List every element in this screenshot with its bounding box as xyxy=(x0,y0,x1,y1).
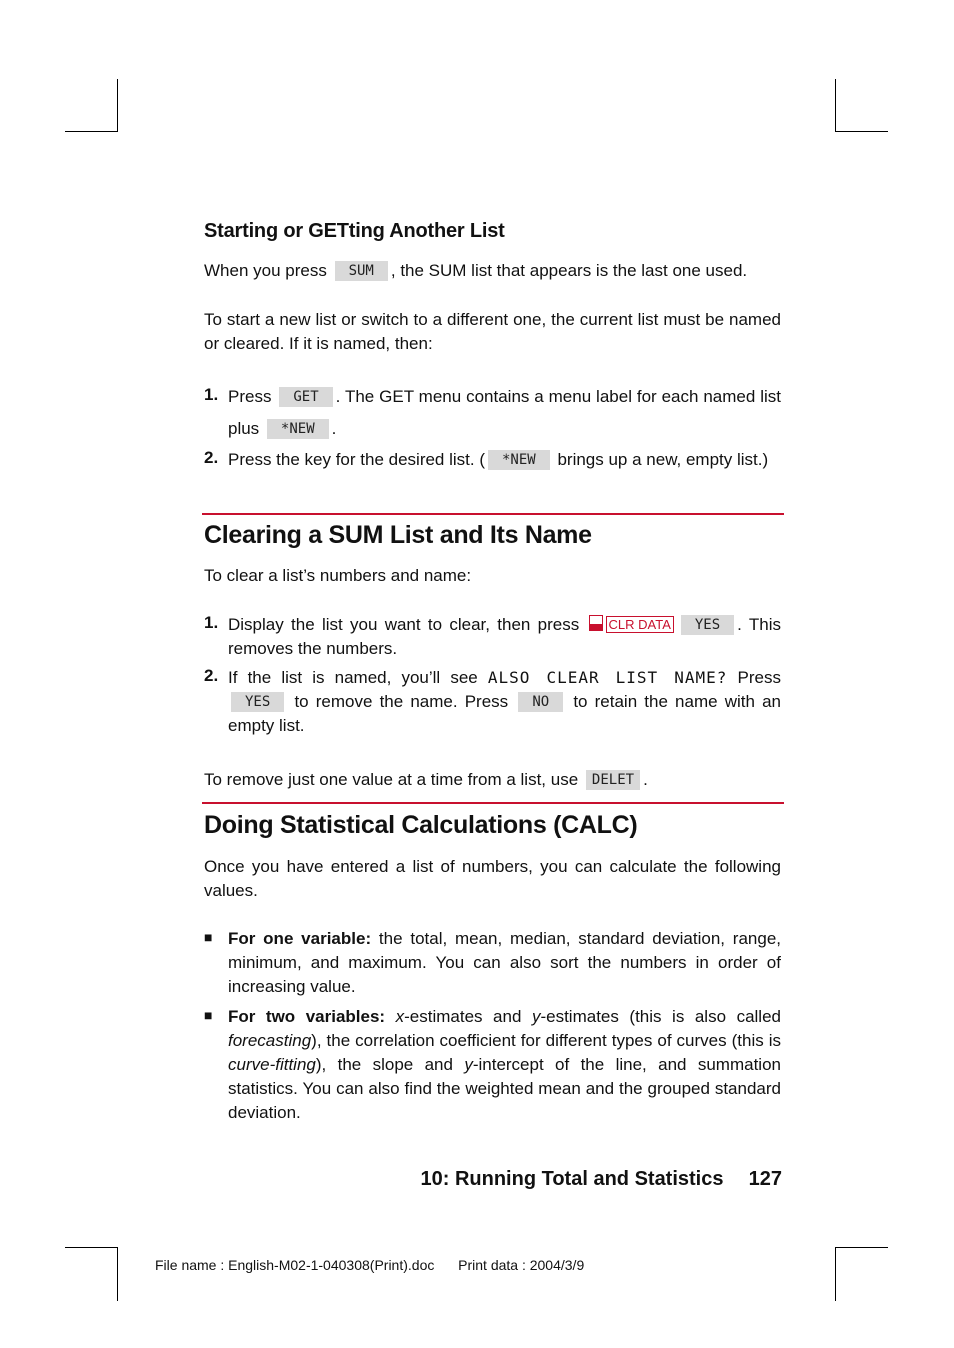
crop-mark-top-right-v xyxy=(835,79,836,132)
text: curve-fitting xyxy=(228,1055,316,1074)
step-2-clear xyxy=(204,666,782,742)
text: To remove just one value at a time from a list, use xyxy=(204,770,579,789)
step-number: 1. xyxy=(204,385,219,404)
new-key: *NEW xyxy=(488,450,550,470)
bullet-two-variables xyxy=(204,1005,782,1127)
step-number: 2. xyxy=(204,448,219,467)
text: forecasting xyxy=(228,1031,312,1050)
text: Press xyxy=(228,387,272,406)
bullet-icon: ■ xyxy=(204,929,213,945)
text: ), the correlation coefficient for different types of curves (this is xyxy=(311,1031,781,1050)
text: If the list is named, you’ll see xyxy=(228,668,478,687)
crop-mark-bottom-left-h xyxy=(65,1247,118,1248)
subsection-title: Starting or GETting Another List xyxy=(204,220,505,242)
text: brings up a new, empty list.) xyxy=(557,450,769,469)
step-1-clear xyxy=(204,613,782,663)
sum-key: SUM xyxy=(335,261,388,281)
text: -estimates and xyxy=(404,1007,522,1026)
text: -estimates (this is also called xyxy=(540,1007,781,1026)
shift-key-icon xyxy=(589,615,603,631)
step-1-get xyxy=(204,385,782,449)
step-text xyxy=(228,448,781,472)
text: ), the slope and xyxy=(315,1055,453,1074)
text: y xyxy=(464,1055,473,1074)
bullet-text xyxy=(228,1005,781,1125)
crop-mark-bottom-right-h xyxy=(835,1247,888,1248)
file-name: File name : English-M02-1-040308(Print).doc xyxy=(155,1257,435,1273)
crop-mark-top-right-h xyxy=(835,131,888,132)
text: . xyxy=(331,419,337,438)
yes-key: YES xyxy=(231,692,284,712)
calculator-display-message: ALSO CLEAR LIST NAME? xyxy=(487,668,728,687)
bullet-one-variable xyxy=(204,927,782,1001)
bullet-label: For two variables: xyxy=(228,1007,386,1026)
print-info xyxy=(155,1257,584,1273)
step-text xyxy=(228,613,781,661)
text: Press xyxy=(737,668,781,687)
paragraph-clear-intro: To clear a list’s numbers and name: xyxy=(204,566,472,585)
section-title: Clearing a SUM List and Its Name xyxy=(204,521,592,549)
page-footer xyxy=(421,1168,783,1191)
text: to retain the name with an empty list. xyxy=(228,692,781,735)
section-divider xyxy=(202,802,784,804)
paragraph-sum xyxy=(204,259,781,283)
text: . The GET menu contains a menu label for each named list plus xyxy=(228,387,781,438)
print-date: Print data : 2004/3/9 xyxy=(458,1257,585,1273)
bullet-label: For one variable: xyxy=(228,929,372,948)
bullet-text xyxy=(228,927,781,999)
text: the total, mean, median, standard deviation, range, minimum, and maximum. You can also sort the numbers in order of increasing value. xyxy=(228,929,782,996)
text: x xyxy=(395,1007,405,1026)
step-number: 1. xyxy=(204,613,219,632)
new-key: *NEW xyxy=(267,419,329,439)
delet-key: DELET xyxy=(586,770,640,790)
bullet-icon: ■ xyxy=(204,1007,213,1023)
step-2-new xyxy=(204,448,782,478)
section-divider xyxy=(202,513,784,515)
text: Press the key for the desired list. ( xyxy=(228,450,485,469)
paragraph-calc-intro: Once you have entered a list of numbers, you can calculate the following values. xyxy=(204,857,781,900)
clr-data-key: CLR DATA xyxy=(606,616,674,633)
paragraph-start-new: To start a new list or switch to a different one, the current list must be named or cleared. If it is named, then: xyxy=(204,310,781,353)
step-text xyxy=(228,666,781,738)
crop-mark-bottom-right-v xyxy=(835,1247,836,1301)
crop-mark-bottom-left-v xyxy=(117,1247,118,1301)
step-number: 2. xyxy=(204,666,219,685)
text: y xyxy=(531,1007,541,1026)
text: Display the list you want to clear, then press xyxy=(228,615,580,634)
paragraph-remove-value xyxy=(204,768,781,792)
text: to remove the name. Press xyxy=(294,692,509,711)
text: When you press xyxy=(204,261,327,280)
yes-key: YES xyxy=(681,615,734,635)
get-key: GET xyxy=(279,387,332,407)
no-key: NO xyxy=(518,692,563,712)
chapter-title: 10: Running Total and Statistics xyxy=(420,1168,724,1190)
text: -intercept of the line, and summation statistics. You can also find the weighted mean and the grouped standard deviation. xyxy=(228,1055,781,1122)
step-text xyxy=(228,381,781,445)
crop-mark-top-left-h xyxy=(65,131,118,132)
text: . This removes the numbers. xyxy=(228,615,781,658)
text: . xyxy=(643,770,648,789)
crop-mark-top-left-v xyxy=(117,79,118,132)
page-number: 127 xyxy=(748,1168,782,1190)
section-title: Doing Statistical Calculations (CALC) xyxy=(204,811,638,839)
text: , the SUM list that appears is the last one used. xyxy=(390,261,748,280)
